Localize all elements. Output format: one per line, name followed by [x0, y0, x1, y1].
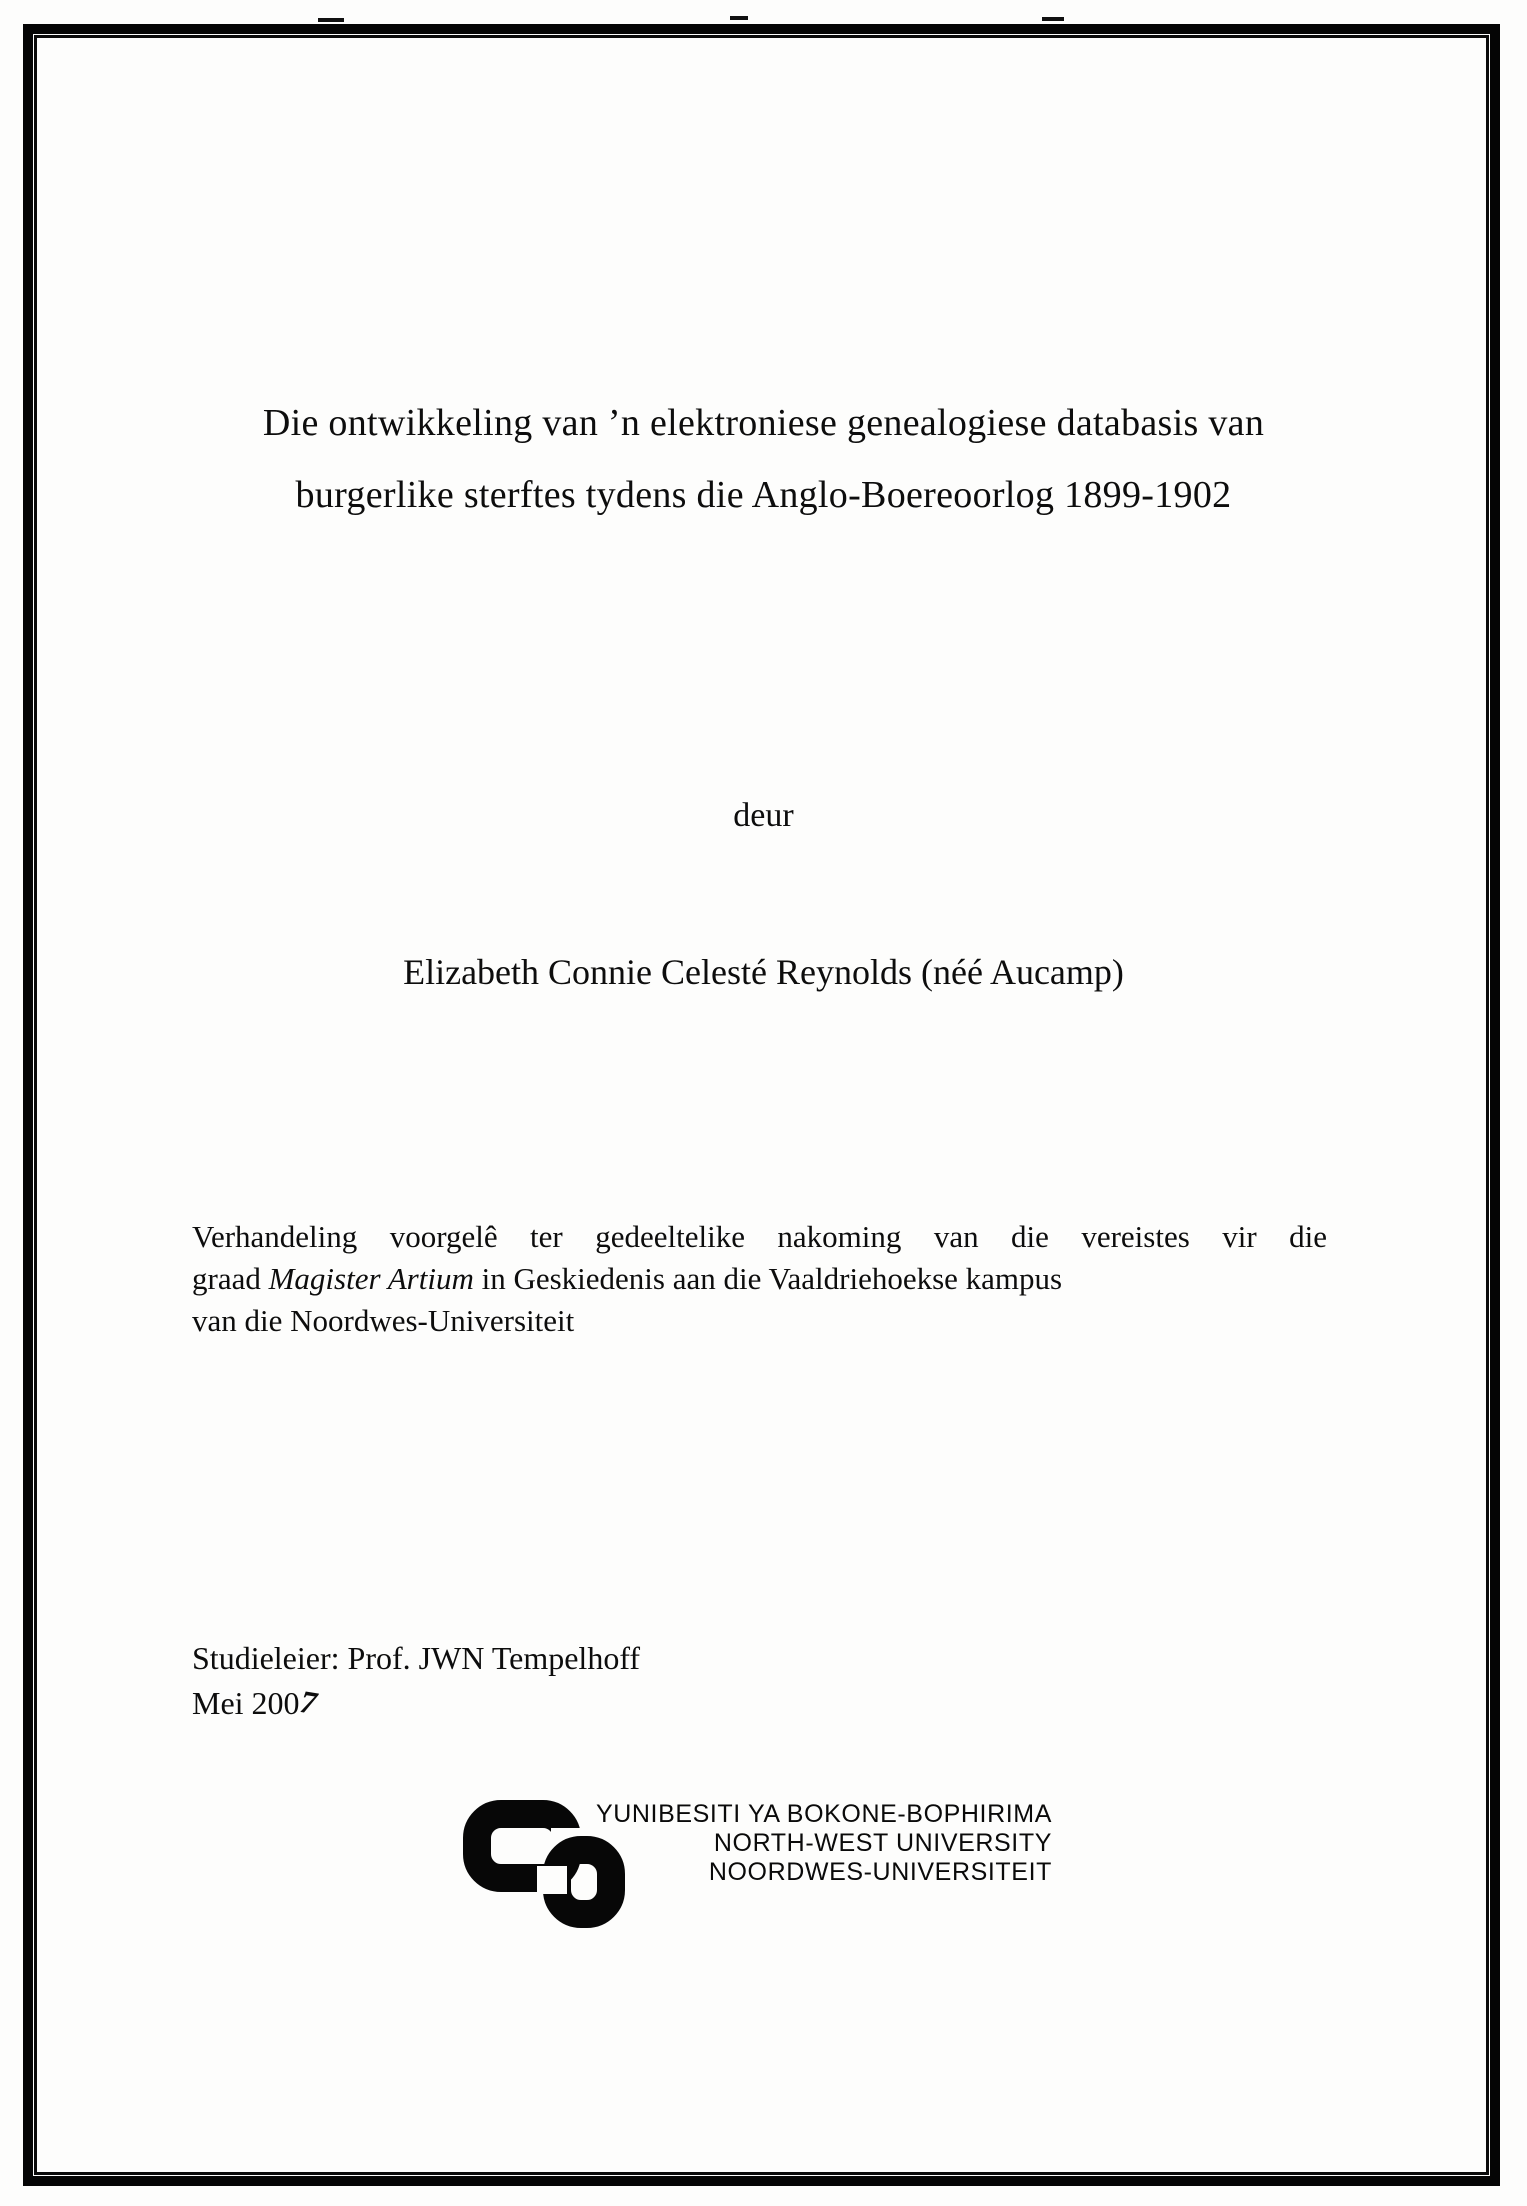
- logo-text-setswana: YUNIBESITI YA BOKONE-BOPHIRIMA: [595, 1800, 1052, 1828]
- declaration-line-3: van die Noordwes-Universiteit: [192, 1303, 575, 1338]
- declaration-line-2-pre: graad: [192, 1261, 269, 1296]
- byline-deur: deur: [733, 797, 794, 834]
- supervisor-line: Studieleier: Prof. JWN Tempelhoff: [192, 1640, 641, 1676]
- university-logo-text: [580, 1800, 1052, 1887]
- declaration-line-2: [192, 1258, 1327, 1300]
- scan-artifact: [318, 18, 344, 22]
- declaration-line-2-post: in Geskiedenis aan die Vaaldriehoekse kampus: [473, 1261, 1063, 1296]
- degree-name-italic: Magister Artium: [268, 1261, 474, 1296]
- date-line: [192, 1681, 1092, 1726]
- author-name: Elizabeth Connie Celesté Reynolds (néé Aucamp): [403, 952, 1124, 992]
- supervisor-block: [192, 1636, 1092, 1726]
- thesis-declaration: [192, 1216, 1327, 1342]
- date-last-digit: 7: [294, 1683, 322, 1721]
- scan-artifact: [730, 16, 748, 20]
- title-line-2: burgerlike sterftes tydens die Anglo-Boereoorlog 1899-1902: [295, 474, 1232, 516]
- logo-text-english: NORTH-WEST UNIVERSITY: [713, 1829, 1052, 1857]
- thesis-title: [110, 387, 1417, 531]
- date-prefix: Mei 200: [192, 1685, 300, 1721]
- scan-artifact: [1042, 17, 1064, 21]
- title-line-1: Die ontwikkeling van ’n elektroniese genealogiese databasis van: [262, 402, 1265, 444]
- logo-text-afrikaans: NOORDWES-UNIVERSITEIT: [708, 1858, 1052, 1886]
- university-logo: [463, 1798, 1063, 1938]
- declaration-line-1: Verhandeling voorgelê ter gedeeltelike nakoming van die vereistes vir die: [192, 1219, 1327, 1254]
